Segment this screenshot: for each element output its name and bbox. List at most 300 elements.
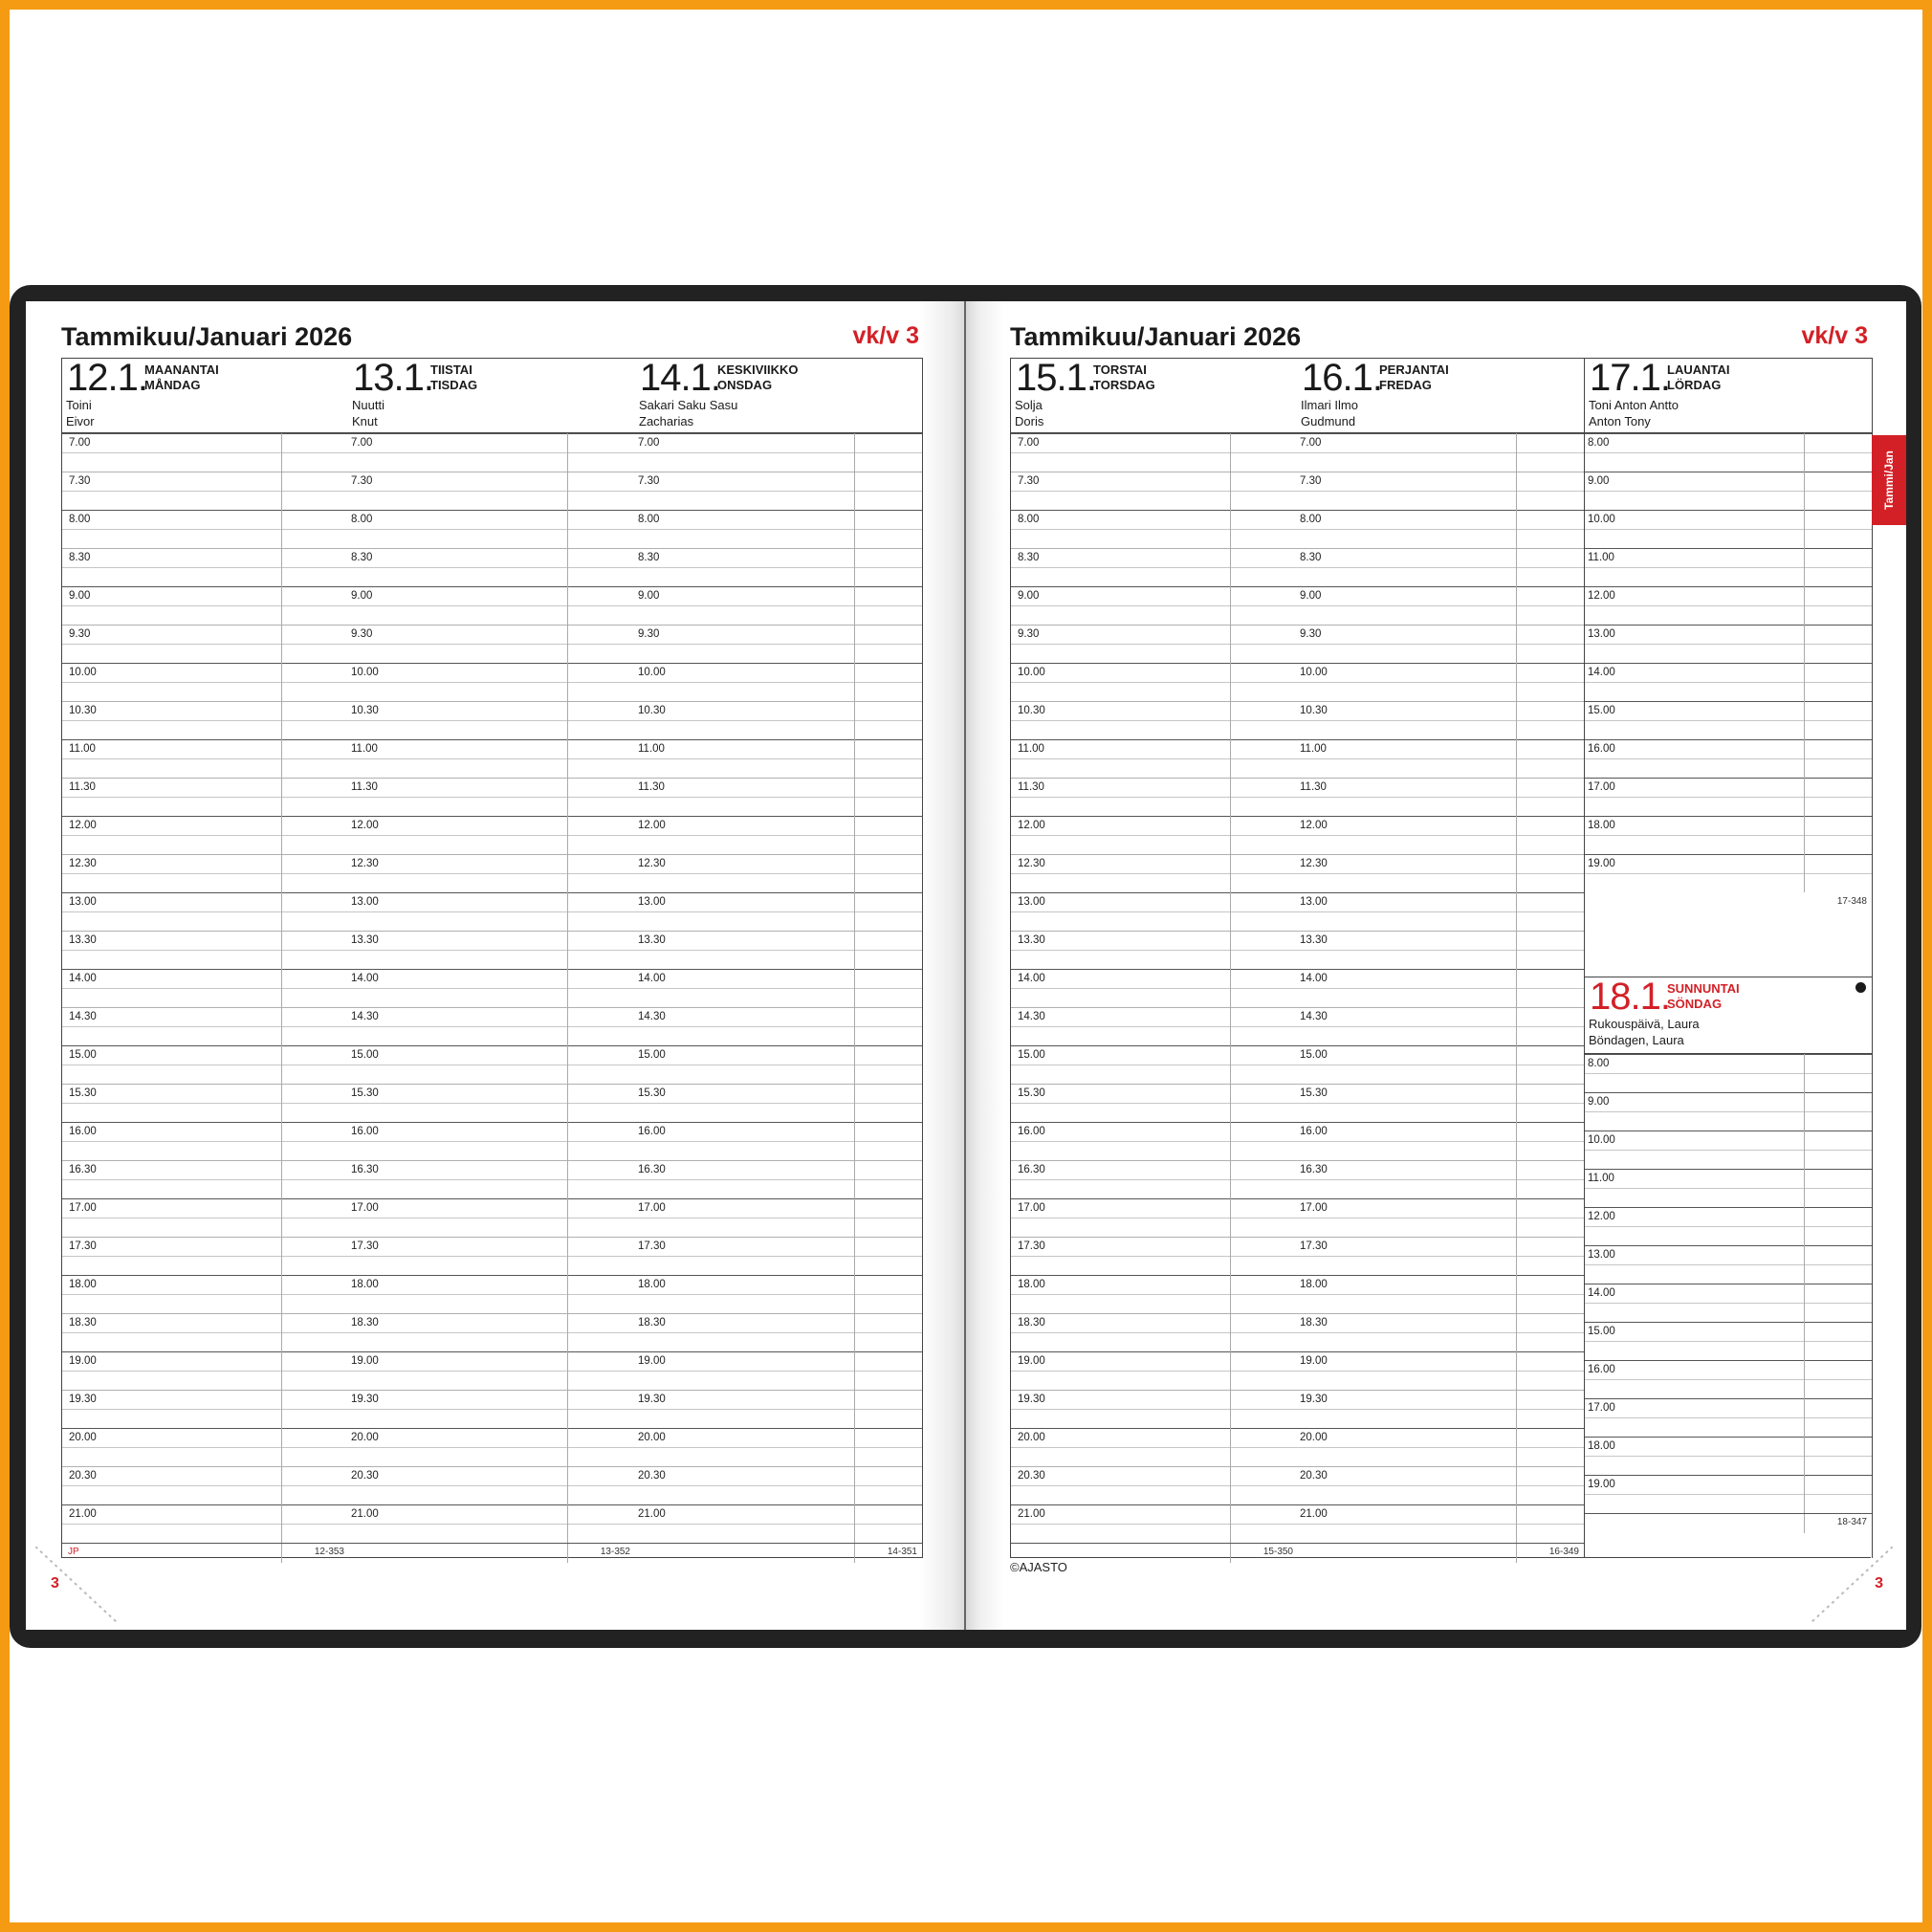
notes-divider [1804, 1514, 1805, 1533]
time-slot[interactable] [1011, 472, 1298, 510]
day-grid [1010, 358, 1871, 1558]
name-day-fi: Toini [66, 398, 92, 412]
quarter-line [348, 1141, 635, 1142]
time-slot[interactable] [1297, 701, 1584, 739]
time-slot[interactable] [1011, 1275, 1298, 1313]
time-slot[interactable] [1011, 548, 1298, 586]
time-slot[interactable] [1011, 1198, 1298, 1237]
time-label: 12.00 [1018, 820, 1045, 831]
time-slot[interactable] [1011, 1045, 1298, 1084]
time-slot[interactable] [1297, 739, 1584, 778]
time-slot[interactable] [1297, 433, 1584, 472]
time-slot[interactable] [635, 1045, 922, 1084]
time-slot[interactable] [1297, 1122, 1584, 1160]
time-slot[interactable] [1011, 1351, 1298, 1390]
time-slot[interactable] [635, 1122, 922, 1160]
time-slot[interactable] [1585, 1207, 1872, 1245]
notes-divider [1230, 433, 1231, 1543]
time-label: 13.30 [1300, 934, 1328, 946]
time-label: 18.00 [1300, 1279, 1328, 1290]
time-slot[interactable] [1585, 739, 1872, 778]
quarter-line [348, 491, 635, 492]
time-label: 17.00 [1018, 1202, 1045, 1214]
time-slot[interactable] [635, 1160, 922, 1198]
time-label: 15.00 [1588, 705, 1615, 716]
time-slot[interactable] [1297, 1198, 1584, 1237]
time-slot[interactable] [62, 586, 349, 625]
time-slot[interactable] [635, 1237, 922, 1275]
time-slot[interactable] [1585, 510, 1872, 548]
time-slot[interactable] [635, 1313, 922, 1351]
time-slot[interactable] [62, 1237, 349, 1275]
time-label: 20.30 [69, 1470, 97, 1482]
weekend-column [1584, 358, 1873, 1558]
day-header [1297, 359, 1584, 433]
time-slot[interactable] [348, 433, 635, 472]
time-slot[interactable] [1011, 663, 1298, 701]
time-slot[interactable] [348, 1351, 635, 1390]
quarter-line [1297, 1103, 1584, 1104]
time-label: 13.00 [1588, 628, 1615, 640]
time-slot[interactable] [1011, 1122, 1298, 1160]
time-slot[interactable] [635, 892, 922, 931]
quarter-line [348, 644, 635, 645]
time-label: 9.00 [1588, 475, 1610, 487]
time-slot[interactable] [62, 663, 349, 701]
time-slot[interactable] [1297, 548, 1584, 586]
time-slot[interactable] [635, 433, 922, 472]
quarter-line [1297, 1294, 1584, 1295]
time-slot[interactable] [1011, 1504, 1298, 1543]
time-slot[interactable] [1011, 625, 1298, 663]
quarter-line [1011, 1485, 1298, 1486]
time-label: 13.00 [1300, 896, 1328, 908]
week-number: vk/v 3 [1801, 322, 1868, 349]
time-slot[interactable] [1297, 1351, 1584, 1390]
time-slot[interactable] [1011, 1466, 1298, 1504]
time-slot[interactable] [635, 816, 922, 854]
quarter-line [1011, 1332, 1298, 1333]
quarter-line [1011, 1026, 1298, 1027]
time-slot[interactable] [1297, 969, 1584, 1007]
time-slot[interactable] [635, 1504, 922, 1543]
time-slot[interactable] [348, 472, 635, 510]
time-slot[interactable] [1585, 1054, 1872, 1092]
time-slot[interactable] [62, 931, 349, 969]
time-slot[interactable] [1297, 1007, 1584, 1045]
quarter-line [1011, 529, 1298, 530]
time-label: 20.00 [638, 1432, 666, 1443]
notes-divider [567, 1544, 568, 1563]
time-slot[interactable] [635, 1275, 922, 1313]
time-label: 16.30 [69, 1164, 97, 1175]
time-slot[interactable] [635, 854, 922, 892]
quarter-line [348, 452, 635, 453]
time-label: 19.00 [69, 1355, 97, 1367]
time-slot[interactable] [348, 1122, 635, 1160]
time-slot[interactable] [62, 816, 349, 854]
quarter-line [62, 567, 349, 568]
quarter-line [1011, 682, 1298, 683]
time-slot[interactable] [348, 739, 635, 778]
quarter-line [1585, 835, 1872, 836]
name-days [639, 397, 737, 429]
name-day-sv: Doris [1015, 414, 1044, 428]
time-slot[interactable] [62, 1390, 349, 1428]
time-slot[interactable] [1011, 510, 1298, 548]
time-slot[interactable] [1297, 663, 1584, 701]
time-slot[interactable] [1297, 1084, 1584, 1122]
time-label: 7.30 [69, 475, 91, 487]
time-slot[interactable] [635, 663, 922, 701]
quarter-line [1297, 835, 1584, 836]
time-slot[interactable] [348, 1007, 635, 1045]
time-slot[interactable] [1585, 1322, 1872, 1360]
name-day-fi: Ilmari Ilmo [1301, 398, 1358, 412]
time-slot[interactable] [635, 472, 922, 510]
time-slot[interactable] [635, 1351, 922, 1390]
time-slot[interactable] [1585, 701, 1872, 739]
time-slot[interactable] [1297, 1237, 1584, 1275]
time-slot[interactable] [1585, 1475, 1872, 1513]
time-slot[interactable] [348, 816, 635, 854]
time-slot[interactable] [1011, 778, 1298, 816]
time-slot[interactable] [1011, 854, 1298, 892]
name-days [1589, 397, 1679, 429]
time-slot[interactable] [1297, 816, 1584, 854]
day-header [1585, 359, 1872, 433]
time-slot[interactable] [635, 548, 922, 586]
quarter-line [1585, 758, 1872, 759]
time-slot[interactable] [62, 1504, 349, 1543]
quarter-line [1011, 1524, 1298, 1525]
time-slot[interactable] [1011, 969, 1298, 1007]
time-slot[interactable] [1297, 1160, 1584, 1198]
day-header [1011, 359, 1298, 433]
time-slot[interactable] [1297, 854, 1584, 892]
time-slot[interactable] [1011, 433, 1298, 472]
time-label: 13.00 [351, 896, 379, 908]
quarter-line [1011, 1103, 1298, 1104]
time-slot[interactable] [635, 1084, 922, 1122]
time-slot[interactable] [1585, 625, 1872, 663]
time-slot[interactable] [1585, 433, 1872, 472]
quarter-line [635, 1371, 922, 1372]
weekday-name [1667, 981, 1740, 1012]
notes-divider [1516, 433, 1517, 1543]
time-slot[interactable] [635, 778, 922, 816]
time-slot[interactable] [1011, 1084, 1298, 1122]
time-slot[interactable] [1585, 548, 1872, 586]
time-slot[interactable] [62, 625, 349, 663]
time-slot[interactable] [348, 586, 635, 625]
time-slot[interactable] [635, 1198, 922, 1237]
time-slot[interactable] [62, 1084, 349, 1122]
time-slot[interactable] [1585, 854, 1872, 892]
time-slot[interactable] [62, 1466, 349, 1504]
time-label: 8.00 [1300, 514, 1322, 525]
time-slot[interactable] [1585, 1398, 1872, 1437]
time-slot[interactable] [62, 892, 349, 931]
time-slot[interactable] [1297, 472, 1584, 510]
quarter-line [1297, 1485, 1584, 1486]
time-slot[interactable] [1297, 1275, 1584, 1313]
name-day-fi: Sakari Saku Sasu [639, 398, 738, 412]
time-slot[interactable] [348, 510, 635, 548]
time-slot[interactable] [62, 1313, 349, 1351]
time-slot[interactable] [1297, 510, 1584, 548]
time-slot[interactable] [1585, 586, 1872, 625]
name-day-sv: Anton Tony [1589, 414, 1651, 428]
time-slot[interactable] [62, 1198, 349, 1237]
time-slot[interactable] [635, 701, 922, 739]
time-slot[interactable] [1011, 931, 1298, 969]
time-slot[interactable] [62, 1160, 349, 1198]
time-slot[interactable] [62, 701, 349, 739]
name-day-sv: Eivor [66, 414, 95, 428]
quarter-line [62, 529, 349, 530]
time-slot[interactable] [635, 1428, 922, 1466]
time-slot[interactable] [1297, 1428, 1584, 1466]
quarter-line [1011, 835, 1298, 836]
time-slot[interactable] [1297, 625, 1584, 663]
time-slot[interactable] [348, 931, 635, 969]
time-label: 15.00 [1018, 1049, 1045, 1061]
time-slot[interactable] [1585, 472, 1872, 510]
name-days [352, 397, 384, 429]
time-slot[interactable] [348, 854, 635, 892]
time-label: 18.30 [69, 1317, 97, 1328]
time-slot[interactable] [348, 1466, 635, 1504]
time-slot[interactable] [348, 548, 635, 586]
time-slot[interactable] [1585, 1245, 1872, 1284]
time-slot[interactable] [1297, 778, 1584, 816]
quarter-line [635, 797, 922, 798]
time-label: 15.30 [1018, 1087, 1045, 1099]
quarter-line [1011, 644, 1298, 645]
time-slot[interactable] [1585, 663, 1872, 701]
quarter-line [1011, 1141, 1298, 1142]
day-date: 13.1. [353, 357, 433, 399]
time-slot[interactable] [62, 778, 349, 816]
time-label: 7.00 [351, 437, 373, 449]
quarter-line [62, 605, 349, 606]
quarter-line [635, 529, 922, 530]
time-slot[interactable] [62, 739, 349, 778]
time-slot[interactable] [1297, 1045, 1584, 1084]
time-slot[interactable] [348, 1313, 635, 1351]
quarter-line [62, 1026, 349, 1027]
quarter-line [1297, 567, 1584, 568]
time-slot[interactable] [348, 778, 635, 816]
time-slot[interactable] [1297, 1390, 1584, 1428]
time-slot[interactable] [348, 1160, 635, 1198]
time-slot[interactable] [1297, 1313, 1584, 1351]
time-label: 7.00 [638, 437, 660, 449]
time-slot[interactable] [1297, 931, 1584, 969]
publisher-mark: ©AJASTO [1010, 1560, 1067, 1574]
time-slot[interactable] [1585, 1284, 1872, 1322]
time-slot[interactable] [1297, 1504, 1584, 1543]
time-slot[interactable] [348, 625, 635, 663]
quarter-line [348, 1371, 635, 1372]
time-label: 17.00 [351, 1202, 379, 1214]
time-slot[interactable] [348, 892, 635, 931]
weekday-sv: TORSDAG [1093, 378, 1155, 392]
day-column [1297, 358, 1584, 1558]
time-slot[interactable] [62, 472, 349, 510]
name-days [1301, 397, 1358, 429]
time-slot[interactable] [348, 1084, 635, 1122]
time-slot[interactable] [1011, 739, 1298, 778]
time-slot[interactable] [348, 701, 635, 739]
time-slot[interactable] [635, 586, 922, 625]
quarter-line [1585, 1341, 1872, 1342]
time-slot[interactable] [1297, 892, 1584, 931]
quarter-line [348, 911, 635, 912]
name-day-fi: Rukouspäivä, Laura [1589, 1017, 1700, 1031]
time-slot[interactable] [1585, 778, 1872, 816]
time-slot[interactable] [1011, 1160, 1298, 1198]
day-of-year-code: 13-352 [600, 1547, 630, 1557]
weekday-sv: LÖRDAG [1667, 378, 1722, 392]
time-slot[interactable] [62, 1007, 349, 1045]
time-slot[interactable] [62, 1045, 349, 1084]
time-slot[interactable] [1011, 1237, 1298, 1275]
time-slot[interactable] [1585, 1092, 1872, 1131]
time-label: 21.00 [351, 1508, 379, 1520]
time-slot[interactable] [1011, 816, 1298, 854]
time-label: 11.30 [351, 781, 378, 793]
time-label: 11.00 [638, 743, 665, 755]
time-label: 8.00 [1018, 514, 1040, 525]
time-label: 14.00 [69, 973, 97, 984]
day-footer [348, 1543, 635, 1562]
time-slot[interactable] [1297, 1466, 1584, 1504]
time-slot[interactable] [348, 1198, 635, 1237]
time-label: 9.30 [1300, 628, 1322, 640]
time-label: 20.00 [1018, 1432, 1045, 1443]
left-page [26, 301, 964, 1630]
quarter-line [62, 491, 349, 492]
quarter-line [635, 835, 922, 836]
weekday-name [430, 362, 477, 393]
time-label: 16.00 [1588, 1364, 1615, 1375]
time-slot[interactable] [1011, 1428, 1298, 1466]
time-label: 7.30 [638, 475, 660, 487]
quarter-line [348, 758, 635, 759]
time-slot[interactable] [62, 969, 349, 1007]
time-slot[interactable] [348, 1428, 635, 1466]
time-slot[interactable] [1585, 1131, 1872, 1169]
time-slot[interactable] [62, 854, 349, 892]
time-slot[interactable] [348, 1045, 635, 1084]
quarter-line [1011, 758, 1298, 759]
time-slot[interactable] [1585, 1437, 1872, 1475]
time-slot[interactable] [1297, 586, 1584, 625]
time-slot[interactable] [1011, 586, 1298, 625]
time-label: 12.00 [1588, 1211, 1615, 1222]
time-label: 18.30 [351, 1317, 379, 1328]
quarter-line [348, 1103, 635, 1104]
time-label: 20.30 [1018, 1470, 1045, 1482]
designer-mark: JP [68, 1547, 79, 1557]
weekday-sv: ONSDAG [717, 378, 773, 392]
time-slot[interactable] [1585, 1169, 1872, 1207]
time-slot[interactable] [635, 510, 922, 548]
time-slot[interactable] [62, 1351, 349, 1390]
quarter-line [348, 529, 635, 530]
time-slot[interactable] [348, 1237, 635, 1275]
quarter-line [62, 1409, 349, 1410]
quarter-line [348, 1332, 635, 1333]
time-label: 17.30 [1300, 1240, 1328, 1252]
time-slot[interactable] [635, 1007, 922, 1045]
time-label: 8.00 [1588, 1058, 1610, 1069]
time-label: 16.00 [351, 1126, 379, 1137]
time-slot[interactable] [62, 433, 349, 472]
month-index-tab[interactable] [1872, 435, 1906, 525]
day-column [1010, 358, 1298, 1558]
time-slot[interactable] [62, 1428, 349, 1466]
time-slot[interactable] [348, 663, 635, 701]
time-label: 11.30 [1300, 781, 1327, 793]
name-day-fi: Toni Anton Antto [1589, 398, 1679, 412]
quarter-line [1011, 1256, 1298, 1257]
time-label: 12.30 [69, 858, 97, 869]
sunday-header [1585, 977, 1872, 1054]
time-label: 12.00 [1588, 590, 1615, 602]
time-label: 7.30 [1018, 475, 1040, 487]
corner-tear-line [1797, 1547, 1893, 1623]
time-slot[interactable] [1011, 1007, 1298, 1045]
time-slot[interactable] [348, 1275, 635, 1313]
weekday-name [144, 362, 219, 393]
time-slot[interactable] [348, 1504, 635, 1543]
time-slot[interactable] [1011, 1390, 1298, 1428]
time-slot[interactable] [62, 1122, 349, 1160]
quarter-line [635, 988, 922, 989]
time-slot[interactable] [635, 969, 922, 1007]
quarter-line [62, 644, 349, 645]
time-slot[interactable] [1011, 1313, 1298, 1351]
time-label: 12.00 [69, 820, 97, 831]
quarter-line [62, 1524, 349, 1525]
time-slot[interactable] [1585, 1360, 1872, 1398]
time-slot[interactable] [62, 1275, 349, 1313]
time-slot[interactable] [635, 1390, 922, 1428]
page-number: 3 [51, 1575, 59, 1592]
time-label: 10.30 [351, 705, 379, 716]
name-days [1589, 1016, 1700, 1048]
time-slot[interactable] [635, 931, 922, 969]
quarter-line [62, 1485, 349, 1486]
time-label: 7.30 [351, 475, 373, 487]
time-slot[interactable] [62, 510, 349, 548]
time-slot[interactable] [1011, 892, 1298, 931]
time-slot[interactable] [635, 625, 922, 663]
quarter-line [1011, 491, 1298, 492]
time-slot[interactable] [1011, 701, 1298, 739]
time-label: 18.30 [1300, 1317, 1328, 1328]
time-label: 17.00 [638, 1202, 666, 1214]
time-slot[interactable] [348, 1390, 635, 1428]
time-slot[interactable] [635, 1466, 922, 1504]
time-slot[interactable] [1585, 816, 1872, 854]
time-slot[interactable] [62, 548, 349, 586]
time-slot[interactable] [348, 969, 635, 1007]
time-slot[interactable] [635, 739, 922, 778]
